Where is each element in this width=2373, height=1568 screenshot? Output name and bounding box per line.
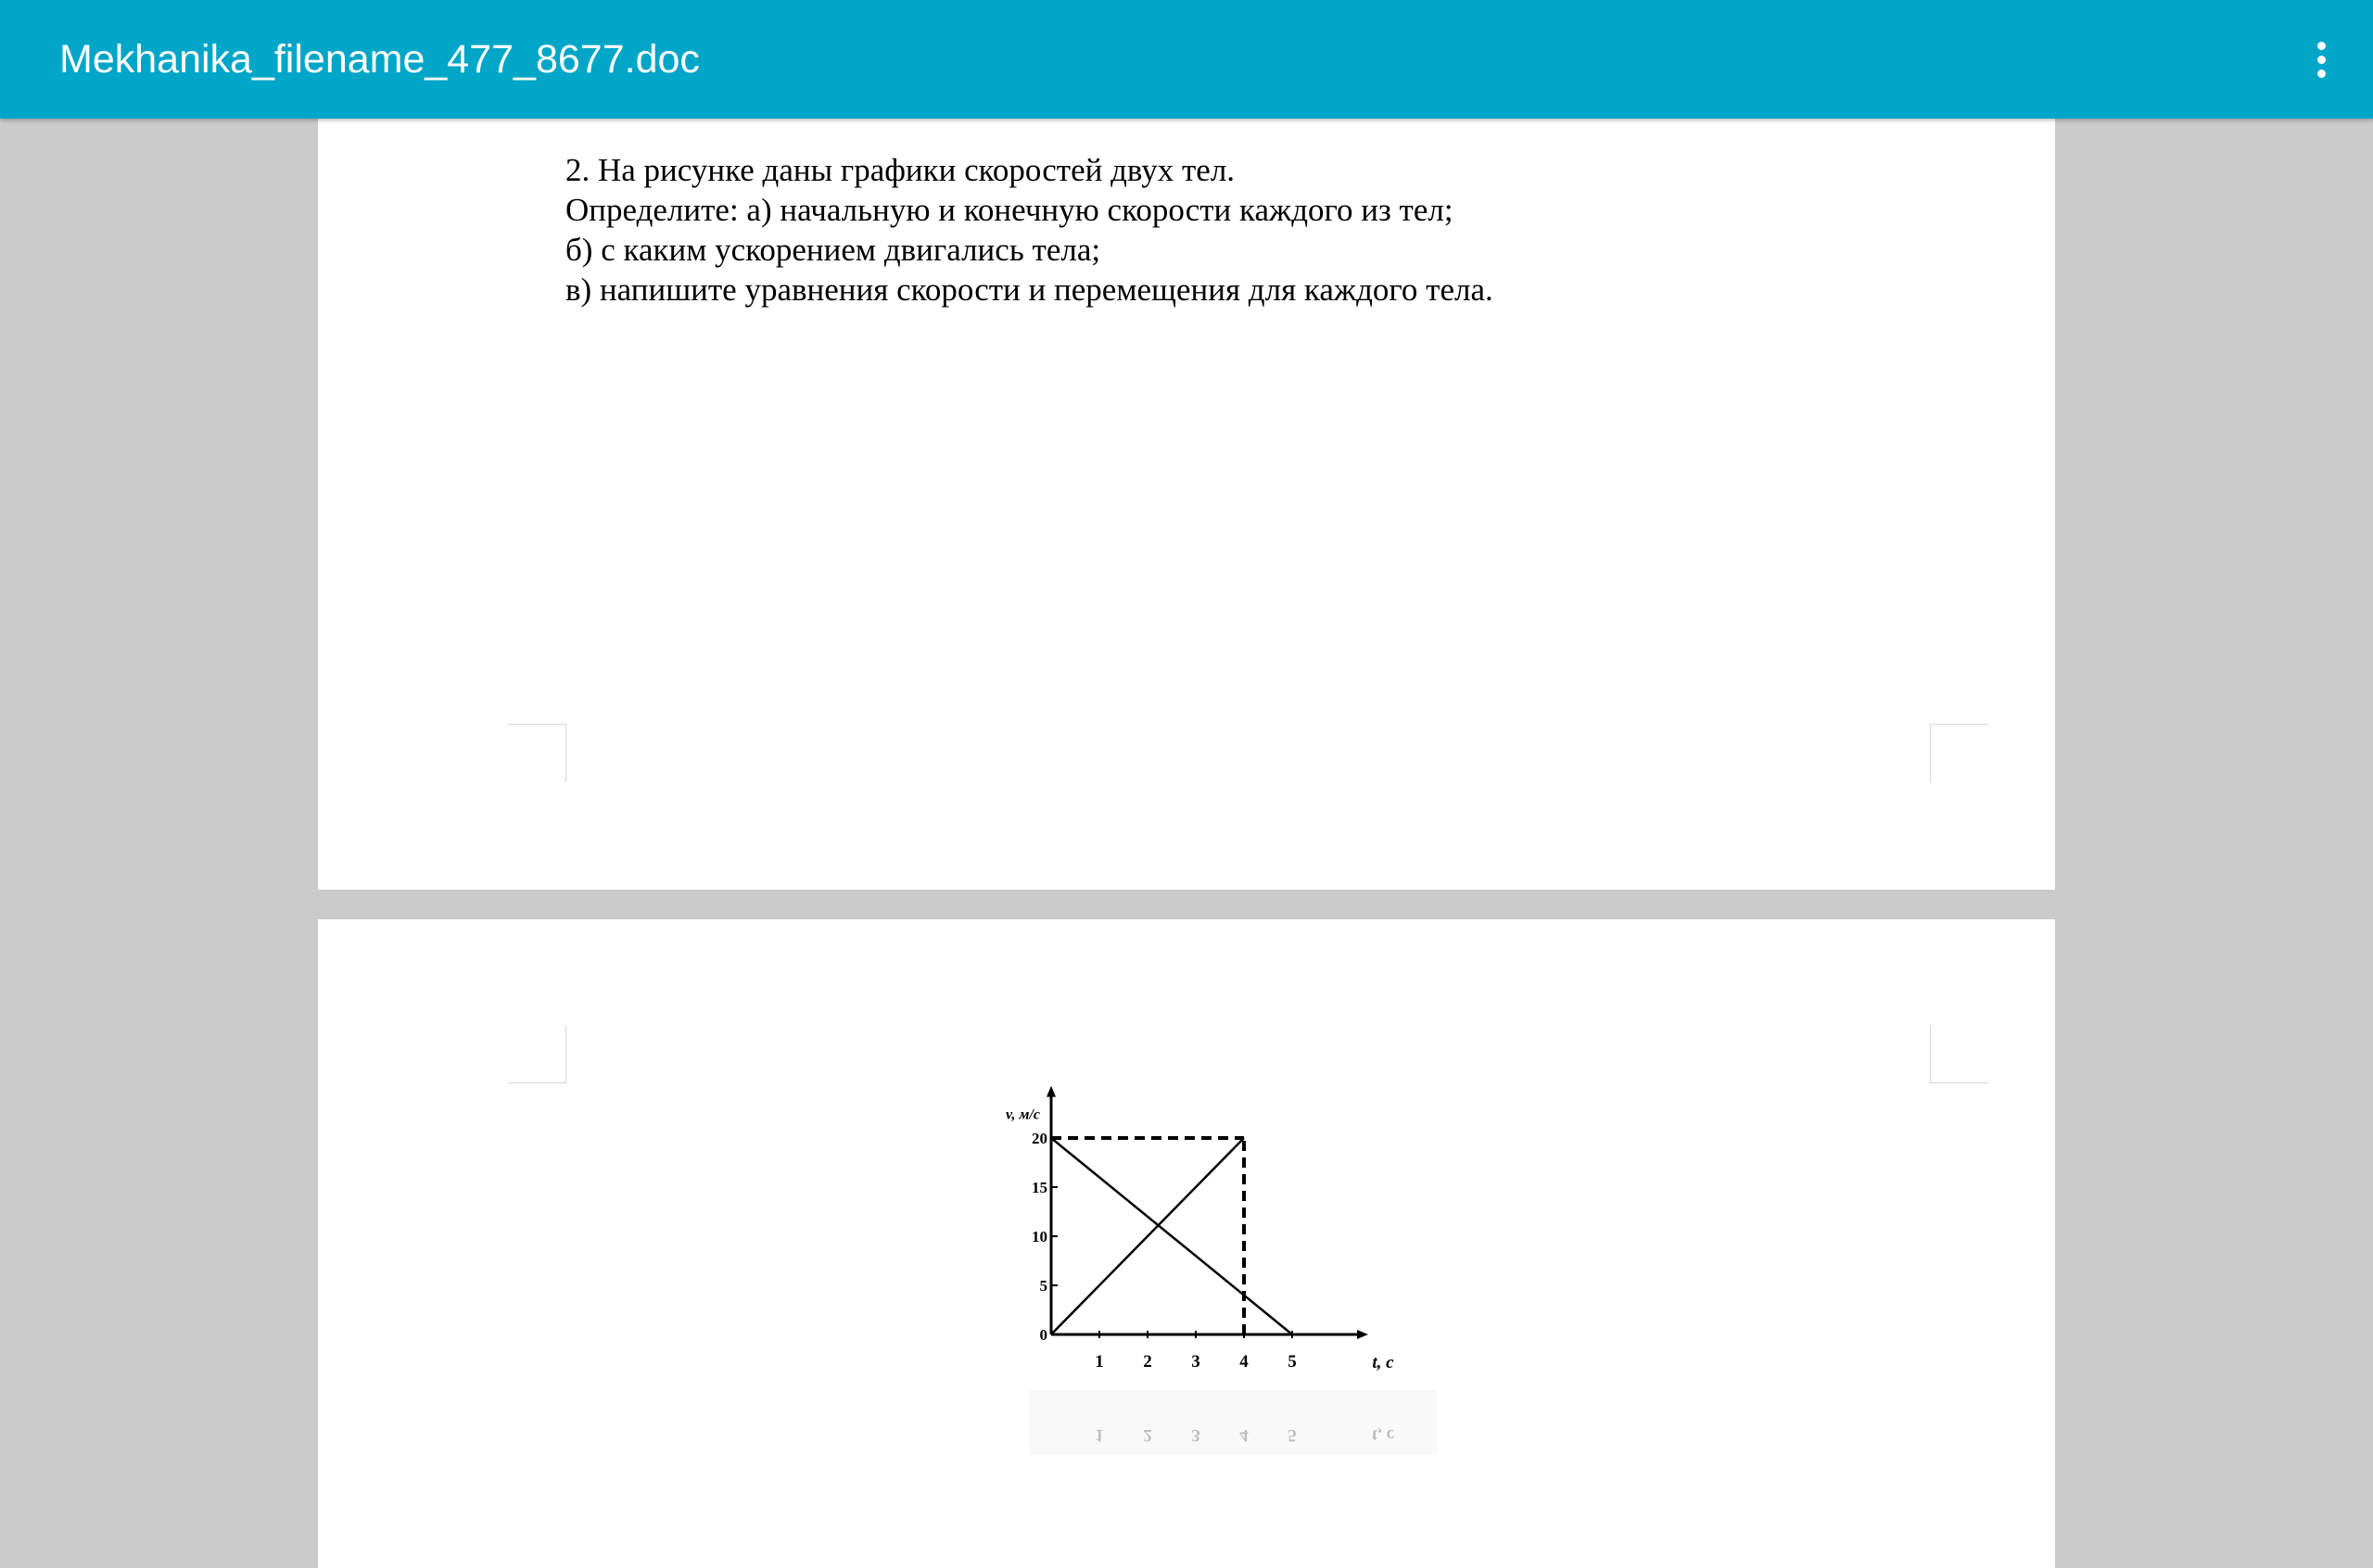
series-line-body-1 <box>1051 1138 1244 1334</box>
y-axis-arrow <box>1047 1086 1056 1097</box>
document-viewport[interactable] <box>0 119 2373 1483</box>
x-axis-label: t, c <box>1372 1353 1394 1372</box>
y-tick-label: 0 <box>1039 1326 1047 1344</box>
x-axis-arrow <box>1357 1330 1368 1339</box>
velocity-graph <box>1005 1106 1502 1459</box>
document-title: Mekhanika_filename_477_8677.doc <box>59 37 700 82</box>
app-bar <box>0 0 2373 119</box>
reflection-label: 2 <box>1143 1425 1152 1445</box>
margin-corner-mark <box>1930 1025 1988 1083</box>
y-axis-label: v, м/с <box>1005 1106 1040 1123</box>
margin-corner-mark <box>508 724 566 782</box>
graph-axes <box>1047 1086 1368 1339</box>
x-tick-label: 3 <box>1191 1352 1200 1372</box>
y-tick-label: 10 <box>1032 1228 1047 1246</box>
document-page-1 <box>318 119 2055 890</box>
graph-series <box>1051 1138 1292 1334</box>
margin-corner-mark <box>508 1025 566 1083</box>
paragraph: б) с каким ускорением двигались тела; <box>565 232 1101 268</box>
document-text <box>565 150 1493 310</box>
document-page-2 <box>318 919 2055 1568</box>
x-tick-label: 4 <box>1239 1352 1249 1372</box>
graph-reflection <box>1029 1390 1437 1455</box>
series-line-body-2 <box>1051 1138 1292 1334</box>
y-tick-label: 5 <box>1039 1277 1047 1295</box>
reflection-label: 4 <box>1239 1425 1249 1445</box>
y-tick-label: 15 <box>1032 1179 1047 1196</box>
x-tick-label: 5 <box>1288 1352 1297 1372</box>
reflection-label: 5 <box>1288 1425 1297 1445</box>
x-tick-label: 1 <box>1095 1352 1104 1372</box>
reflection-label: 3 <box>1191 1425 1200 1445</box>
paragraph: в) напишите уравнения скорости и перемещения для каждого тела. <box>565 272 1493 308</box>
margin-corner-mark <box>1930 724 1988 782</box>
paragraph: 2. На рисунке даны графики скоростей двух тел. <box>565 152 1236 188</box>
more-vert-icon <box>2317 70 2326 78</box>
more-vert-icon <box>2317 56 2326 64</box>
x-tick-label: 2 <box>1143 1352 1152 1372</box>
paragraph: Определите: а) начальную и конечную скорости каждого из тел; <box>565 192 1453 228</box>
more-vert-icon <box>2317 42 2326 50</box>
more-options-button[interactable] <box>2284 22 2358 96</box>
reflection-label: 1 <box>1095 1425 1104 1445</box>
y-tick-label: 20 <box>1032 1130 1047 1147</box>
reflection-label: t, c <box>1371 1425 1395 1445</box>
